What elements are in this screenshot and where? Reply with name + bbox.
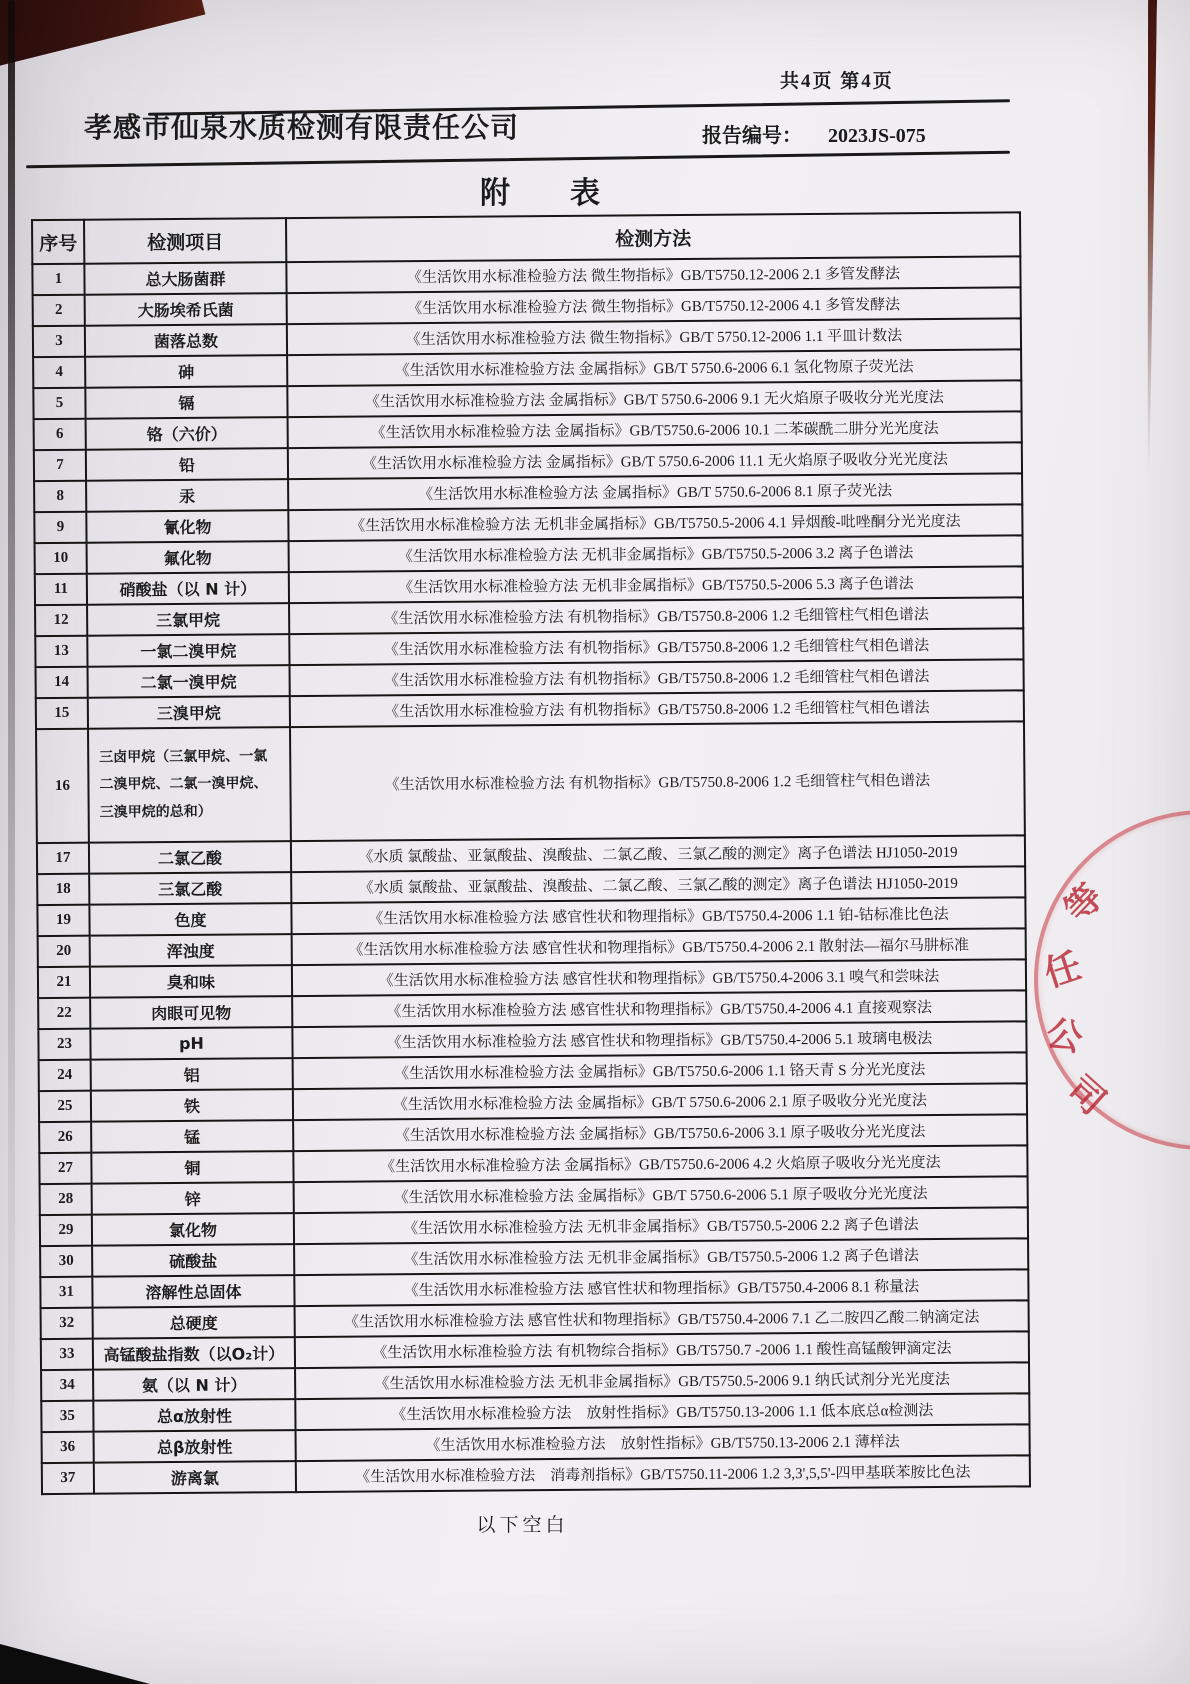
cell-no: 6: [34, 419, 86, 450]
cell-method: 《生活饮用水标准检验方法 微生物指标》GB/T 5750.12-2006 1.1 平皿计数法: [287, 318, 1021, 355]
cell-no: 35: [41, 1401, 93, 1432]
cell-no: 25: [39, 1091, 91, 1122]
cell-no: 11: [35, 574, 87, 605]
cell-item: 臭和味: [90, 965, 292, 998]
cell-item: 锰: [91, 1120, 293, 1153]
cell-no: 27: [39, 1153, 91, 1184]
cell-item: 二氯一溴甲烷: [88, 665, 290, 698]
cell-item: 硝酸盐（以 N 计）: [87, 572, 289, 605]
cell-method: 《生活饮用水标准检验方法 金属指标》GB/T 5750.6-2006 9.1 无火焰原子吸收分光光度法: [287, 380, 1021, 417]
company-seal-ring: [1034, 810, 1190, 1150]
cell-method: 《生活饮用水标准检验方法 有机物指标》GB/T5750.8-2006 1.2 毛细管柱气相色谱法: [290, 659, 1024, 696]
cell-item: 总α放射性: [93, 1399, 295, 1432]
cell-no: 3: [33, 326, 85, 357]
blank-below-note: 以下空白: [476, 1514, 569, 1536]
cell-item: 溶解性总固体: [92, 1275, 294, 1308]
cell-method: 《生活饮用水标准检验方法 感官性状和物理指标》GB/T5750.4-2006 4.1 直接观察法: [292, 990, 1026, 1027]
cell-item: 二氯乙酸: [89, 841, 291, 874]
cell-no: 19: [37, 905, 89, 936]
cell-method: 《生活饮用水标准检验方法 感官性状和物理指标》GB/T5750.4-2006 2.1 散射法—福尔马肼标准: [292, 928, 1026, 965]
company-seal-char: 任: [1039, 945, 1087, 996]
report-number-value: 2023JS-075: [828, 125, 926, 147]
cell-item: 铬（六价）: [86, 417, 288, 450]
cell-no: 15: [36, 698, 88, 729]
cell-item: 大肠埃希氏菌: [85, 293, 287, 326]
header-no: 序号: [32, 220, 84, 264]
cell-method: 《生活饮用水标准检验方法 无机非金属指标》GB/T5750.5-2006 5.3 离子色谱法: [289, 566, 1023, 603]
cell-method: 《生活饮用水标准检验方法 放射性指标》GB/T5750.13-2006 1.1 低本底总α检测法: [295, 1393, 1029, 1430]
cell-item: 色度: [89, 903, 291, 936]
cell-method: 《生活饮用水标准检验方法 无机非金属指标》GB/T5750.5-2006 4.1 异烟酸-吡唑酮分光光度法: [288, 504, 1022, 541]
cell-method: 《生活饮用水标准检验方法 有机物指标》GB/T5750.8-2006 1.2 毛细管柱气相色谱法: [289, 628, 1023, 665]
cell-no: 14: [36, 667, 88, 698]
cell-no: 37: [42, 1463, 94, 1494]
cell-item: 氯化物: [92, 1213, 294, 1246]
cell-method: 《生活饮用水标准检验方法 无机非金属指标》GB/T5750.5-2006 9.1 纳氏试剂分光光度法: [295, 1362, 1029, 1399]
cell-method: 《生活饮用水标准检验方法 感官性状和物理指标》GB/T5750.4-2006 3.1 嗅气和尝味法: [292, 959, 1026, 996]
cell-method: 《生活饮用水标准检验方法 无机非金属指标》GB/T5750.5-2006 2.2 离子色谱法: [294, 1207, 1028, 1244]
company-name: 孝感市仙泉水质检测有限责任公司: [84, 111, 520, 144]
cell-method: 《生活饮用水标准检验方法 微生物指标》GB/T5750.12-2006 4.1 多管发酵法: [287, 287, 1021, 324]
cell-method: 《水质 氯酸盐、亚氯酸盐、溴酸盐、二氯乙酸、三氯乙酸的测定》离子色谱法 HJ1050-2019: [291, 835, 1025, 872]
cell-item: 铜: [91, 1151, 293, 1184]
cell-item: 铁: [91, 1089, 293, 1122]
page-count-indicator: 共4页 第4页: [780, 71, 894, 92]
table-row: [36, 721, 1025, 843]
cell-method: 《生活饮用水标准检验方法 金属指标》GB/T 5750.6-2006 6.1 氢化物原子荧光法: [287, 349, 1021, 386]
cell-item: 硫酸盐: [92, 1244, 294, 1277]
cell-method: 《生活饮用水标准检验方法 有机物指标》GB/T5750.8-2006 1.2 毛细管柱气相色谱法: [290, 690, 1024, 727]
cell-no: 16: [36, 729, 89, 843]
scan-spine-shadow-left: [8, 0, 15, 1540]
cell-no: 10: [35, 543, 87, 574]
cell-no: 28: [40, 1184, 92, 1215]
cell-item: 汞: [86, 479, 288, 512]
cell-method: 《生活饮用水标准检验方法 感官性状和物理指标》GB/T5750.4-2006 1.1 铂-钴标准比色法: [291, 897, 1025, 934]
cell-item: 游离氯: [94, 1461, 296, 1494]
cell-method: 《生活饮用水标准检验方法 感官性状和物理指标》GB/T5750.4-2006 8.1 称量法: [294, 1269, 1028, 1306]
method-table-body: [32, 256, 1030, 1494]
company-seal-char: 等: [1056, 876, 1112, 931]
cell-item: 高锰酸盐指数（以O₂计）: [93, 1337, 295, 1370]
report-number: [702, 119, 926, 148]
cell-no: 20: [38, 936, 90, 967]
cell-no: 7: [34, 450, 86, 481]
cell-no: 4: [33, 357, 85, 388]
cell-no: 5: [33, 388, 85, 419]
cell-no: 23: [38, 1029, 90, 1060]
cell-item: 铝: [91, 1058, 293, 1091]
cell-item: pH: [90, 1027, 292, 1060]
cell-method: 《生活饮用水标准检验方法 金属指标》GB/T5750.6-2006 10.1 二苯碳酰二肼分光光度法: [288, 411, 1022, 448]
cell-no: 9: [34, 512, 86, 543]
cell-method: 《生活饮用水标准检验方法 金属指标》GB/T5750.6-2006 3.1 原子吸收分光光度法: [293, 1114, 1027, 1151]
scan-corner-shadow-top-left: [0, 0, 205, 75]
cell-method: 《生活饮用水标准检验方法 金属指标》GB/T 5750.6-2006 2.1 原子吸收分光光度法: [293, 1083, 1027, 1120]
cell-item: 总β放射性: [94, 1430, 296, 1463]
table-header-row: [32, 212, 1020, 264]
cell-no: 36: [42, 1432, 94, 1463]
cell-method: 《生活饮用水标准检验方法 金属指标》GB/T 5750.6-2006 11.1 无火焰原子吸收分光光度法: [288, 442, 1022, 479]
cell-item: 总大肠菌群: [84, 262, 286, 295]
cell-method: 《生活饮用水标准检验方法 感官性状和物理指标》GB/T5750.4-2006 5.1 玻璃电极法: [292, 1021, 1026, 1058]
company-seal-char: 司: [1058, 1068, 1114, 1124]
cell-no: 2: [33, 295, 85, 326]
cell-item: 浑浊度: [90, 934, 292, 967]
company-seal: [1034, 810, 1190, 1150]
cell-method: 《生活饮用水标准检验方法 金属指标》GB/T5750.6-2006 4.2 火焰原子吸收分光光度法: [293, 1145, 1027, 1182]
cell-no: 30: [40, 1246, 92, 1277]
method-table: [31, 211, 1031, 1495]
cell-item: 镉: [85, 386, 287, 419]
cell-item: 菌落总数: [85, 324, 287, 357]
header-item: 检测项目: [84, 218, 286, 264]
cell-method: 《生活饮用水标准检验方法 有机物综合指标》GB/T5750.7 -2006 1.1 酸性高锰酸钾滴定法: [295, 1331, 1029, 1368]
cell-item: 锌: [92, 1182, 294, 1215]
cell-no: 17: [37, 843, 89, 874]
cell-no: 21: [38, 967, 90, 998]
cell-no: 31: [40, 1277, 92, 1308]
cell-item: 一氯二溴甲烷: [87, 634, 289, 667]
cell-item: 三溴甲烷: [88, 696, 290, 729]
cell-no: 13: [35, 636, 87, 667]
cell-no: 18: [37, 874, 89, 905]
cell-no: 29: [40, 1215, 92, 1246]
report-number-label: 报告编号：: [702, 125, 802, 147]
company-seal-char: 公: [1042, 1012, 1087, 1061]
cell-method: 《生活饮用水标准检验方法 消毒剂指标》GB/T5750.11-2006 1.2 3,3',5,5'-四甲基联苯胺比色法: [296, 1455, 1030, 1492]
cell-item: 三氯甲烷: [87, 603, 289, 636]
cell-item: 肉眼可见物: [90, 996, 292, 1029]
method-table-wrap: [31, 211, 1031, 1495]
cell-item: 总硬度: [93, 1306, 295, 1339]
cell-method: 《生活饮用水标准检验方法 金属指标》GB/T5750.6-2006 1.1 铬天青 S 分光光度法: [293, 1052, 1027, 1089]
cell-no: 22: [38, 998, 90, 1029]
scan-corner-shadow-bottom-left: [0, 1644, 150, 1684]
cell-item: 三卤甲烷（三氯甲烷、一氯二溴甲烷、二氯一溴甲烷、三溴甲烷的总和）: [88, 727, 291, 843]
scan-spine-shadow-right: [1144, 0, 1157, 471]
cell-no: 33: [41, 1339, 93, 1370]
cell-method: 《生活饮用水标准检验方法 放射性指标》GB/T5750.13-2006 2.1 薄样法: [296, 1424, 1030, 1461]
cell-method: 《生活饮用水标准检验方法 金属指标》GB/T 5750.6-2006 8.1 原子荧光法: [288, 473, 1022, 510]
cell-method: 《生活饮用水标准检验方法 有机物指标》GB/T5750.8-2006 1.2 毛细管柱气相色谱法: [290, 721, 1025, 841]
cell-item: 氟化物: [87, 541, 289, 574]
cell-no: 24: [39, 1060, 91, 1091]
cell-method: 《生活饮用水标准检验方法 金属指标》GB/T 5750.6-2006 5.1 原子吸收分光光度法: [294, 1176, 1028, 1213]
cell-method: 《生活饮用水标准检验方法 感官性状和物理指标》GB/T5750.4-2006 7.1 乙二胺四乙酸二钠滴定法: [295, 1300, 1029, 1337]
header-divider-bottom: [26, 151, 1010, 169]
cell-method: 《生活饮用水标准检验方法 无机非金属指标》GB/T5750.5-2006 1.2 离子色谱法: [294, 1238, 1028, 1275]
cell-no: 26: [39, 1122, 91, 1153]
cell-no: 8: [34, 481, 86, 512]
cell-no: 34: [41, 1370, 93, 1401]
cell-no: 1: [32, 264, 84, 295]
cell-item: 三氯乙酸: [89, 872, 291, 905]
cell-method: 《生活饮用水标准检验方法 无机非金属指标》GB/T5750.5-2006 3.2 离子色谱法: [289, 535, 1023, 572]
cell-method: 《生活饮用水标准检验方法 有机物指标》GB/T5750.8-2006 1.2 毛细管柱气相色谱法: [289, 597, 1023, 634]
cell-no: 32: [41, 1308, 93, 1339]
cell-method: 《生活饮用水标准检验方法 微生物指标》GB/T5750.12-2006 2.1 多管发酵法: [286, 256, 1020, 293]
cell-item: 铅: [86, 448, 288, 481]
table-row: [42, 1455, 1030, 1494]
cell-no: 12: [35, 605, 87, 636]
cell-item: 氨（以 N 计）: [93, 1368, 295, 1401]
header-method: 检测方法: [286, 212, 1020, 262]
appendix-title: 附 表: [480, 176, 600, 211]
cell-item: 砷: [85, 355, 287, 388]
cell-method: 《水质 氯酸盐、亚氯酸盐、溴酸盐、二氯乙酸、三氯乙酸的测定》离子色谱法 HJ1050-2019: [291, 866, 1025, 903]
cell-item: 氰化物: [86, 510, 288, 543]
